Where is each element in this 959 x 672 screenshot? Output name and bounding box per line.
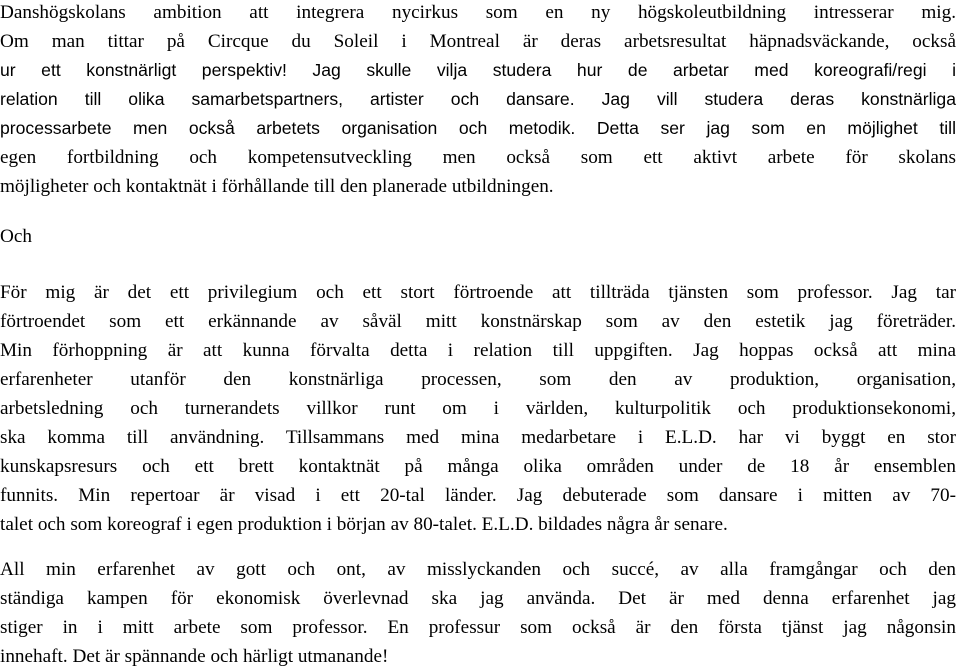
text-line: Och [0, 226, 32, 247]
text-line: stiger in i mitt arbete som professor. En professur som också är den första tjänst jag någonsin [0, 617, 956, 638]
text-line: För mig är det ett privilegium och ett stort förtroende att tillträda tjänsten som professor. Jag tar [0, 282, 956, 303]
text-line: ständiga kampen för ekonomisk överlevnad ska jag använda. Det är med denna erfarenhet jag [0, 588, 956, 609]
text-line: All min erfarenhet av gott och ont, av misslyckanden och succé, av alla framgångar och den [0, 559, 956, 580]
text-line: Min förhoppning är att kunna förvalta detta i relation till uppgiften. Jag hoppas också att mina [0, 340, 956, 361]
paragraph-och [0, 222, 956, 251]
paragraph-danshogskolan [0, 0, 956, 201]
text-line: Om man tittar på Circque du Soleil i Montreal är deras arbetsresultat häpnadsväckande, också [0, 31, 956, 52]
text-line: Danshögskolans ambition att integrera nycirkus som en ny högskoleutbildning intresserar mig. [0, 2, 956, 23]
text-line: förtroendet som ett erkännande av såväl mitt konstnärskap som av den estetik jag företräder. [0, 311, 956, 332]
text-line: egen fortbildning och kompetensutveckling men också som ett aktivt arbete för skolans [0, 147, 956, 168]
paragraph-professor [0, 278, 956, 539]
text-line: processarbete men också arbetets organisation och metodik. Detta ser jag som en möjlighet till [0, 118, 956, 138]
text-line: erfarenheter utanför den konstnärliga processen, som den av produktion, organisation, [0, 369, 956, 390]
text-line: ska komma till användning. Tillsammans med mina medarbetare i E.L.D. har vi byggt en stor [0, 427, 956, 448]
paragraph-erfarenhet [0, 555, 956, 671]
text-line: innehaft. Det är spännande och härligt utmanande! [0, 646, 389, 667]
text-line: kunskapsresurs och ett brett kontaktnät på många olika områden under de 18 år ensemblen [0, 456, 956, 477]
text-line: ur ett konstnärligt perspektiv! Jag skulle vilja studera hur de arbetar med koreografi/regi i [0, 60, 956, 80]
text-line: relation till olika samarbetspartners, artister och dansare. Jag vill studera deras konstnärliga [0, 89, 956, 109]
text-line: talet och som koreograf i egen produktion i början av 80-talet. E.L.D. bildades några år senare. [0, 514, 728, 535]
text-line: möjligheter och kontaktnät i förhållande till den planerade utbildningen. [0, 176, 554, 197]
text-line: arbetsledning och turnerandets villkor runt om i världen, kulturpolitik och produktionsekonomi, [0, 398, 956, 419]
text-line: funnits. Min repertoar är visad i ett 20-tal länder. Jag debuterade som dansare i mitten av 70- [0, 485, 956, 506]
